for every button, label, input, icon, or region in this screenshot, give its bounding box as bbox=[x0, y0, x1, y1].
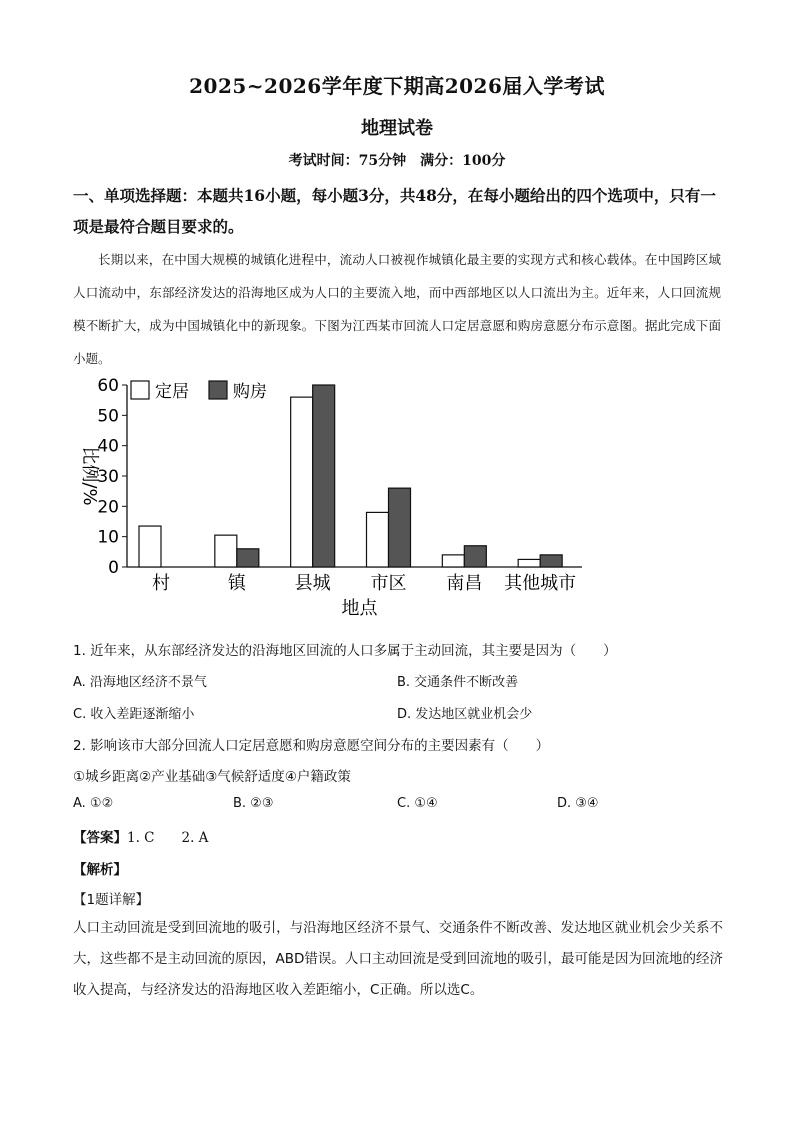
y-tick-label: 40 bbox=[97, 436, 119, 457]
answer-line bbox=[73, 826, 208, 846]
legend-label: 购房 bbox=[233, 382, 267, 402]
x-tick-label: 其他城市 bbox=[504, 573, 577, 594]
y-tick-label: 0 bbox=[108, 558, 119, 578]
chart-svg bbox=[72, 370, 592, 620]
question-1-option-c[interactable]: C. 收入差距逐渐缩小 bbox=[73, 707, 195, 722]
y-tick-label: 30 bbox=[97, 467, 119, 487]
question-2-option-b[interactable]: B. ②③ bbox=[233, 796, 274, 811]
legend-label: 定居 bbox=[155, 382, 189, 402]
bar-购房 bbox=[464, 546, 486, 567]
x-tick-label: 镇 bbox=[227, 573, 246, 594]
question-2-stem: 2. 影响该市大部分回流人口定居意愿和购房意愿空间分布的主要因素有（ ） bbox=[73, 738, 550, 754]
bar-定居 bbox=[215, 535, 237, 567]
subject-title: 地理试卷 bbox=[361, 118, 433, 139]
bar-定居 bbox=[442, 555, 464, 567]
bar-购房 bbox=[389, 488, 411, 567]
y-tick-label: 20 bbox=[97, 497, 119, 518]
question-1-option-d[interactable]: D. 发达地区就业机会少 bbox=[397, 707, 533, 722]
legend-swatch bbox=[209, 381, 227, 399]
x-tick-label: 市区 bbox=[370, 573, 407, 594]
x-axis-label: 地点 bbox=[341, 598, 378, 619]
question-2-option-a[interactable]: A. ①② bbox=[73, 796, 114, 811]
bar-定居 bbox=[367, 512, 389, 567]
y-tick-label: 60 bbox=[97, 376, 119, 396]
y-axis-label: 比例/% bbox=[79, 446, 100, 506]
analysis-detail-text: 人口主动回流是受到回流地的吸引，与沿海地区经济不景气、交通条件不断改善、发达地区就业机会少关系不大，这些都不是主动回流的原因，ABD错误。人口主动回流是受到回流地的吸引，最可能是因为回流地的经济收入提高，与经济发达的沿海地区收入差距缩小，C正确。所以选C。 bbox=[73, 920, 723, 998]
exam-info: 考试时间：75分钟 满分：100分 bbox=[288, 153, 506, 169]
x-tick-label: 县城 bbox=[294, 573, 331, 594]
legend-swatch bbox=[131, 381, 149, 399]
answer-label: 【答案】 bbox=[73, 830, 127, 846]
analysis-detail-heading: 【1题详解】 bbox=[73, 892, 150, 908]
section-heading: 一、单项选择题：本题共16小题，每小题3分，共48分，在每小题给出的四个选项中，只有一项是最符合题目要求的。 bbox=[73, 186, 716, 236]
bar-定居 bbox=[518, 559, 540, 567]
reading-passage: 长期以来，在中国大规模的城镇化进程中，流动人口被视作城镇化最主要的实现方式和核心载体。在中国跨区域人口流动中，东部经济发达的沿海地区成为人口的主要流入地，而中西部地区以人口流出为主。近年来，人口回流规模不断扩大，成为中国城镇化中的新现象。下图为江西某市回流人口定居意愿和购房意愿分布示意图。据此完成下面小题。 bbox=[73, 252, 721, 366]
bar-购房 bbox=[540, 555, 562, 567]
question-1-stem: 1. 近年来，从东部经济发达的沿海地区回流的人口多属于主动回流，其主要是因为（ ） bbox=[73, 643, 617, 659]
exam-title: 2025~2026学年度下期高2026届入学考试 bbox=[189, 74, 605, 98]
y-tick-label: 10 bbox=[97, 527, 119, 548]
question-1-option-b[interactable]: B. 交通条件不断改善 bbox=[397, 675, 519, 690]
bar-购房 bbox=[237, 549, 259, 567]
bar-购房 bbox=[313, 385, 335, 567]
question-2-option-c[interactable]: C. ①④ bbox=[397, 796, 438, 811]
analysis-label: 【解析】 bbox=[73, 862, 127, 878]
question-2-factors: ①城乡距离②产业基础③气候舒适度④户籍政策 bbox=[73, 769, 351, 785]
x-tick-label: 南昌 bbox=[446, 573, 483, 594]
x-tick-label: 村 bbox=[152, 573, 170, 594]
question-1-option-a[interactable]: A. 沿海地区经济不景气 bbox=[73, 675, 207, 690]
question-2-option-d[interactable]: D. ③④ bbox=[557, 796, 599, 811]
bar-定居 bbox=[139, 526, 161, 567]
bar-chart bbox=[72, 370, 592, 620]
bar-定居 bbox=[291, 397, 313, 567]
y-tick-label: 50 bbox=[97, 406, 119, 427]
answer-text: 1. C 2. A bbox=[127, 830, 209, 846]
